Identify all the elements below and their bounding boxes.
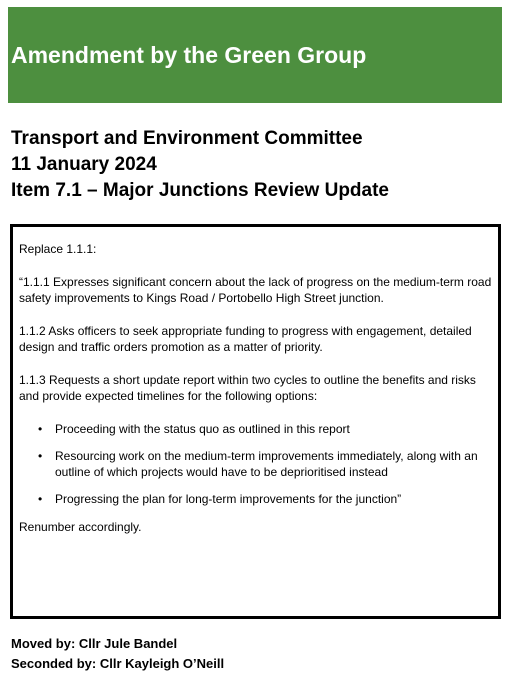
list-item (38, 491, 495, 507)
amendment-text (19, 241, 495, 552)
list-item (38, 448, 495, 480)
paragraph-1-1-2: 1.1.2 Asks officers to seek appropriate funding to progress with engagement, detailed design and traffic orders promotion as a matter of priority. (19, 324, 472, 354)
bullet-icon: • (38, 422, 43, 436)
amendment-closing: Renumber accordingly. (19, 520, 142, 534)
signatories (11, 634, 224, 674)
option-text: Proceeding with the status quo as outlined in this report (55, 422, 350, 436)
option-text: Resourcing work on the medium-term improvements immediately, along with an outline of which projects would have to be deprioritised instead (55, 449, 478, 479)
banner-title: Amendment by the Green Group (11, 42, 367, 68)
moved-by: Moved by: Cllr Jule Bandel (11, 636, 178, 651)
committee-name: Transport and Environment Committee (11, 128, 363, 149)
list-item (38, 421, 495, 437)
paragraph-1-1-1: “1.1.1 Expresses significant concern about the lack of progress on the medium-term road safety improvements to Kings Road / Portobello High Street junction. (19, 275, 492, 305)
seconded-by: Seconded by: Cllr Kayleigh O’Neill (11, 656, 225, 671)
option-text: Progressing the plan for long-term improvements for the junction” (55, 492, 402, 506)
agenda-item-title: Item 7.1 – Major Junctions Review Update (11, 180, 389, 201)
amendment-intro: Replace 1.1.1: (19, 242, 97, 256)
bullet-icon: • (38, 449, 43, 463)
amendment-box (10, 224, 501, 619)
document-heading (11, 126, 389, 204)
options-list (19, 421, 495, 507)
bullet-icon: • (38, 492, 43, 506)
amendment-banner (8, 7, 502, 103)
paragraph-1-1-3: 1.1.3 Requests a short update report within two cycles to outline the benefits and risks and provide expected timelines for the following options: (19, 373, 476, 403)
meeting-date: 11 January 2024 (11, 154, 157, 175)
